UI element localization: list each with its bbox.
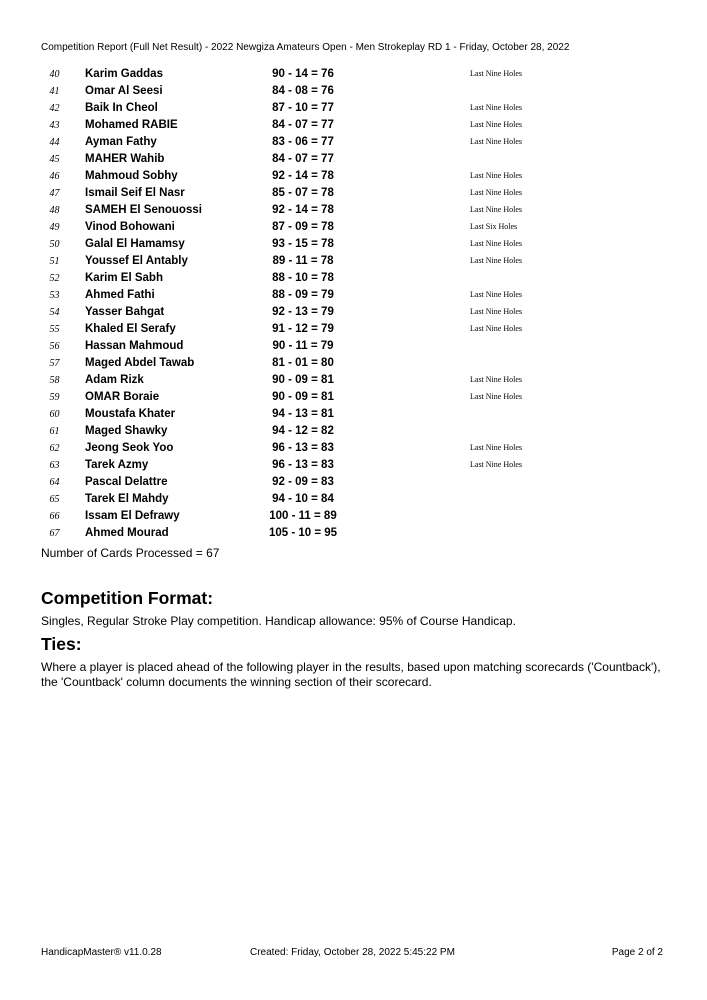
player-name-cell: Vinod Bohowani bbox=[85, 221, 175, 233]
player-name-cell: Ayman Fathy bbox=[85, 136, 157, 148]
score-cell: 88 - 10 = 78 bbox=[272, 272, 334, 284]
player-name-cell: Karim El Sabh bbox=[85, 272, 163, 284]
countback-cell: Last Nine Holes bbox=[470, 188, 522, 197]
position-cell: 59 bbox=[49, 392, 60, 403]
table-row bbox=[0, 270, 707, 287]
player-name-cell: Mahmoud Sobhy bbox=[85, 170, 178, 182]
position-cell: 60 bbox=[49, 409, 60, 420]
table-row bbox=[0, 134, 707, 151]
position-cell: 41 bbox=[49, 86, 60, 97]
position-cell: 54 bbox=[49, 307, 60, 318]
table-row bbox=[0, 83, 707, 100]
score-cell: 92 - 14 = 78 bbox=[272, 204, 334, 216]
competition-format-text: Singles, Regular Stroke Play competition. Handicap allowance: 95% of Course Handicap. bbox=[41, 614, 516, 628]
countback-cell: Last Nine Holes bbox=[470, 460, 522, 469]
score-cell: 81 - 01 = 80 bbox=[272, 357, 334, 369]
player-name-cell: Baik In Cheol bbox=[85, 102, 158, 114]
score-cell: 90 - 14 = 76 bbox=[272, 68, 334, 80]
score-cell: 100 - 11 = 89 bbox=[269, 510, 337, 522]
score-cell: 85 - 07 = 78 bbox=[272, 187, 334, 199]
table-row bbox=[0, 457, 707, 474]
score-cell: 96 - 13 = 83 bbox=[272, 442, 334, 454]
score-cell: 96 - 13 = 83 bbox=[272, 459, 334, 471]
countback-cell: Last Nine Holes bbox=[470, 171, 522, 180]
player-name-cell: Ahmed Fathi bbox=[85, 289, 155, 301]
player-name-cell: Moustafa Khater bbox=[85, 408, 176, 420]
player-name-cell: Tarek El Mahdy bbox=[85, 493, 169, 505]
page-footer bbox=[41, 947, 663, 961]
player-name-cell: MAHER Wahib bbox=[85, 153, 165, 165]
score-cell: 89 - 11 = 78 bbox=[272, 255, 334, 267]
score-cell: 84 - 07 = 77 bbox=[272, 153, 334, 165]
countback-cell: Last Nine Holes bbox=[470, 256, 522, 265]
position-cell: 57 bbox=[49, 358, 60, 369]
table-row bbox=[0, 66, 707, 83]
player-name-cell: Jeong Seok Yoo bbox=[85, 442, 174, 454]
score-cell: 94 - 12 = 82 bbox=[272, 425, 334, 437]
table-row bbox=[0, 185, 707, 202]
position-cell: 53 bbox=[49, 290, 60, 301]
countback-cell: Last Nine Holes bbox=[470, 290, 522, 299]
countback-cell: Last Nine Holes bbox=[470, 103, 522, 112]
table-row bbox=[0, 168, 707, 185]
position-cell: 52 bbox=[49, 273, 60, 284]
position-cell: 43 bbox=[49, 120, 60, 131]
countback-cell: Last Nine Holes bbox=[470, 239, 522, 248]
player-name-cell: Yasser Bahgat bbox=[85, 306, 165, 318]
table-row bbox=[0, 423, 707, 440]
score-cell: 90 - 11 = 79 bbox=[272, 340, 334, 352]
player-name-cell: Karim Gaddas bbox=[85, 68, 163, 80]
footer-created-timestamp: Created: Friday, October 28, 2022 5:45:22 PM bbox=[250, 947, 455, 958]
countback-cell: Last Nine Holes bbox=[470, 307, 522, 316]
score-cell: 88 - 09 = 79 bbox=[272, 289, 334, 301]
countback-cell: Last Nine Holes bbox=[470, 69, 522, 78]
table-row bbox=[0, 440, 707, 457]
player-name-cell: Issam El Defrawy bbox=[85, 510, 180, 522]
player-name-cell: Ismail Seif El Nasr bbox=[85, 187, 185, 199]
countback-cell: Last Nine Holes bbox=[470, 443, 522, 452]
footer-page-number: Page 2 of 2 bbox=[611, 947, 663, 958]
table-row bbox=[0, 100, 707, 117]
table-row bbox=[0, 321, 707, 338]
score-cell: 92 - 13 = 79 bbox=[272, 306, 334, 318]
table-row bbox=[0, 474, 707, 491]
table-row bbox=[0, 151, 707, 168]
score-cell: 94 - 13 = 81 bbox=[272, 408, 334, 420]
position-cell: 66 bbox=[49, 511, 60, 522]
table-row bbox=[0, 304, 707, 321]
countback-cell: Last Nine Holes bbox=[470, 120, 522, 129]
player-name-cell: Youssef El Antably bbox=[85, 255, 188, 267]
position-cell: 49 bbox=[49, 222, 60, 233]
table-row bbox=[0, 406, 707, 423]
score-cell: 84 - 07 = 77 bbox=[272, 119, 334, 131]
table-row bbox=[0, 287, 707, 304]
position-cell: 62 bbox=[49, 443, 60, 454]
position-cell: 48 bbox=[49, 205, 60, 216]
table-row bbox=[0, 219, 707, 236]
player-name-cell: Maged Shawky bbox=[85, 425, 168, 437]
cards-processed-count: Number of Cards Processed = 67 bbox=[41, 546, 220, 560]
position-cell: 45 bbox=[49, 154, 60, 165]
score-cell: 91 - 12 = 79 bbox=[272, 323, 334, 335]
position-cell: 67 bbox=[49, 528, 60, 539]
ties-heading: Ties: bbox=[41, 634, 82, 654]
position-cell: 47 bbox=[49, 188, 60, 199]
table-row bbox=[0, 236, 707, 253]
countback-cell: Last Nine Holes bbox=[470, 324, 522, 333]
report-header-title: Competition Report (Full Net Result) - 2022 Newgiza Amateurs Open - Men Strokeplay RD 1 - Friday, October 28, 2022 bbox=[41, 42, 570, 53]
player-name-cell: OMAR Boraie bbox=[85, 391, 160, 403]
score-cell: 94 - 10 = 84 bbox=[272, 493, 334, 505]
player-name-cell: Hassan Mahmoud bbox=[85, 340, 184, 352]
player-name-cell: Adam Rizk bbox=[85, 374, 144, 386]
position-cell: 56 bbox=[49, 341, 60, 352]
score-cell: 87 - 10 = 77 bbox=[272, 102, 334, 114]
score-cell: 87 - 09 = 78 bbox=[272, 221, 334, 233]
table-row bbox=[0, 202, 707, 219]
player-name-cell: Galal El Hamamsy bbox=[85, 238, 185, 250]
countback-cell: Last Nine Holes bbox=[470, 137, 522, 146]
player-name-cell: Ahmed Mourad bbox=[85, 527, 169, 539]
countback-cell: Last Nine Holes bbox=[470, 375, 522, 384]
position-cell: 55 bbox=[49, 324, 60, 335]
player-name-cell: SAMEH El Senouossi bbox=[85, 204, 202, 216]
footer-software-version: HandicapMaster® v11.0.28 bbox=[41, 947, 162, 958]
score-cell: 105 - 10 = 95 bbox=[268, 527, 338, 539]
countback-cell: Last Nine Holes bbox=[470, 205, 522, 214]
player-name-cell: Tarek Azmy bbox=[85, 459, 149, 471]
score-cell: 92 - 09 = 83 bbox=[272, 476, 334, 488]
player-name-cell: Maged Abdel Tawab bbox=[85, 357, 195, 369]
countback-cell: Last Nine Holes bbox=[470, 392, 522, 401]
player-name-cell: Khaled El Serafy bbox=[85, 323, 176, 335]
position-cell: 42 bbox=[49, 103, 60, 114]
table-row bbox=[0, 253, 707, 270]
table-row bbox=[0, 525, 707, 542]
position-cell: 40 bbox=[49, 69, 60, 80]
table-row bbox=[0, 372, 707, 389]
position-cell: 61 bbox=[49, 426, 60, 437]
position-cell: 44 bbox=[49, 137, 60, 148]
score-cell: 84 - 08 = 76 bbox=[272, 85, 334, 97]
player-name-cell: Mohamed RABIE bbox=[85, 119, 178, 131]
position-cell: 46 bbox=[49, 171, 60, 182]
table-row bbox=[0, 389, 707, 406]
score-cell: 92 - 14 = 78 bbox=[272, 170, 334, 182]
position-cell: 64 bbox=[49, 477, 60, 488]
score-cell: 93 - 15 = 78 bbox=[272, 238, 334, 250]
position-cell: 50 bbox=[49, 239, 60, 250]
position-cell: 65 bbox=[49, 494, 60, 505]
table-row bbox=[0, 508, 707, 525]
player-name-cell: Pascal Delattre bbox=[85, 476, 168, 488]
position-cell: 63 bbox=[49, 460, 60, 471]
competition-format-heading: Competition Format: bbox=[41, 588, 214, 608]
score-cell: 83 - 06 = 77 bbox=[272, 136, 334, 148]
countback-cell: Last Six Holes bbox=[470, 222, 518, 231]
position-cell: 58 bbox=[49, 375, 60, 386]
table-row bbox=[0, 338, 707, 355]
position-cell: 51 bbox=[49, 256, 60, 267]
table-row bbox=[0, 117, 707, 134]
ties-text: Where a player is placed ahead of the following player in the results, based upon matching scorecards ('Countback'), the 'Countback' column documents the winning section of their scorecard. bbox=[41, 660, 661, 689]
results-table bbox=[0, 66, 707, 542]
player-name-cell: Omar Al Seesi bbox=[85, 85, 163, 97]
score-cell: 90 - 09 = 81 bbox=[272, 391, 334, 403]
table-row bbox=[0, 355, 707, 372]
score-cell: 90 - 09 = 81 bbox=[272, 374, 334, 386]
table-row bbox=[0, 491, 707, 508]
